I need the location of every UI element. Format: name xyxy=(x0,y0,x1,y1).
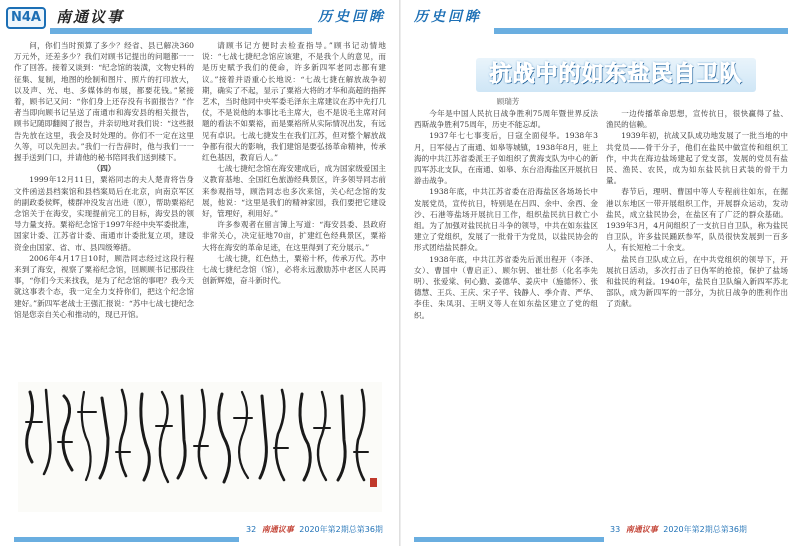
paragraph: 1939年初，抗战又队成功地发展了一批当地的中共党员——骨干分子，他们在盐民中做宣传和组织工作，中共在海边盐场建起了党支部，发展的党员有盐民、渔民、农民，成为如东盐民抗日武装的骨干力量。 xyxy=(606,131,788,186)
right-page-footer xyxy=(610,524,747,536)
left-header-rule xyxy=(50,28,312,34)
n4a-logo: N4A xyxy=(6,7,46,29)
section-number: （四） xyxy=(92,164,116,174)
page-gutter xyxy=(399,0,401,546)
paragraph: 2006年4月17日10时，顾浩同志经过这段行程来到了海安，视察了粟裕纪念馆，回顾顾书记那段往事，“你们今天来找我，是为了纪念馆的事吧？我今天就这事表个态，我一定全力支持你们，把这个纪念馆建好。”新四军老战士王强汇报说：“苏中七战七捷纪念馆是您亲自关心和推动的，现已开馆。 xyxy=(14,253,194,319)
article-title: 抗战中的如东盐民自卫队 xyxy=(489,62,743,87)
paragraph: 请顾书记方便时去检查指导。”顾书记动情地说：“七战七捷纪念馆应该建，不是我个人的意见，而是历史赋予我们的使命，许多新四军老同志都有建议。”接着并语重心长地说：“七战七捷在解放战争初期，确实了不起，显示了粟裕大将的才华和高超的指挥艺术，当时他同中央军委毛泽东主席建议在苏中先打几仗，不是说他的本事比毛主席大，也不是说毛主席对问题的看法不如粟裕，而是粟裕所从实际情况出发，有远见有卓识。七战七捷发生在我们江苏，但对整个解放战争都有很大的影响，我们建馆是要弘扬革命精神，传承红色基因，教育后人。” xyxy=(202,41,386,163)
paragraph: 一边传播革命思想，宣传抗日，很快赢得了盐、渔民的信赖。 xyxy=(606,109,788,130)
left-footer-rule xyxy=(14,537,239,542)
paragraph: 问，你们当时预算了多少？经省、县已解决360万元外，还差多少？我们对顾书记提出的问题都一一作了回答。接着又谈到：“纪念馆的装潢，文物史料的征集、复制，地图的绘制和图片、照片的打印放大，以及声、光、电、多媒体的布展，都要花钱。”紧接着，顾书记又问：“你们身上还存没有书面报告？”作者当即向顾书记呈送了南通市和海安县的相关报告，顾书记随即翻阅了报告，并亲切地对我们说：“这些报告先放在这里，我会及时处理的。你们不一定在这里久等，可以先回去。”我们一行告辞时，他与我们一一握手送到门口，并请他的秘书陪同我们送到楼下。 xyxy=(14,41,194,163)
left-article-column-2 xyxy=(202,40,386,376)
paragraph: 七战七捷纪念馆在海安建成后，成为国家级爱国主义教育基地、全国红色旅游经典景区，许多领导同志前来参观指导，顾浩同志也多次来馆，关心纪念馆的发展，他说：“这里是我们的精神家园，我们要把它建设好，管理好，利用好。” xyxy=(202,164,386,219)
paragraph: 今年是中国人民抗日战争胜利75周年暨世界反法西斯战争胜利75周年，历史不能忘却。 xyxy=(414,109,598,130)
magazine-name: 南通议事 xyxy=(625,525,658,534)
paragraph: 春节后，理明、曹国中等人专程前往如东，在掘港以东地区一带开展组织工作，开展群众运动，发动盐民，成立盐民协会，在盐区有了广泛的群众基础。1939年3月，4月间组织了一支抗日自卫队，称为盐民自卫队，许多盐民踊跃参军，队员很快发展到一百多人，有长短枪二十余支。 xyxy=(606,187,788,253)
paragraph: 1999年12月11日，粟裕同志的夫人楚青将告身文件函送县档案馆和县档案局后在北京，向南京军区的副政委侯辉，楼群冲没发言出进（原），帮助粟裕纪念馆关于在海安，实现提前完工的目标，海安县的领导力量支持。粟裕纪念馆于1997年经中央军委批准，国家计委、江苏省计委、南通市计委批复立项，建设资金由国家、省、市、县四级筹措。 xyxy=(14,175,194,252)
issue-info: 2020年第2期总第36期 xyxy=(663,525,747,534)
issue-info: 2020年第2期总第36期 xyxy=(299,525,383,534)
paragraph: 1938年底，中共江苏省委在沿海盐区各场场长中发展党员，宣传抗日，特别是在吕四、余中、余西、金沙、石港等盐场开展抗日工作，组织盐民抗日救亡小组。为了加强对盐民抗日斗争的领导，中共在如东盐区建立了党组织，发展了一批骨干为党员，以盐民协会的形式团结盐民群众。 xyxy=(414,187,598,253)
right-article-column-1 xyxy=(414,108,598,516)
calligraphy-artwork-image xyxy=(18,382,382,512)
paragraph: 1937年七七事变后，日寇全面侵华。1938年3月，日军侵占了南通、如皋等城镇，1938年8月，驻上海的中共江苏省委派王子如组织了黄海支队为中心的新四军苏北支队，在南通、如皋、东台沿海盐区开展抗日游击战争。 xyxy=(414,131,598,186)
paragraph: 盐民自卫队成立后，在中共党组织的领导下，开展抗日活动，多次打击了日伪军的抢掠，保护了盐场和盐民的利益。1940年，盐民自卫队编入新四军苏北部队，成为新四军的一部分，为抗日战争的胜利作出了贡献。 xyxy=(606,254,788,309)
left-article-column-1 xyxy=(14,40,194,376)
left-page-footer xyxy=(246,524,383,536)
left-section-tag: 历史回眸 xyxy=(318,9,386,25)
right-footer-rule xyxy=(414,537,604,542)
page-number: 33 xyxy=(610,525,621,534)
magazine-column-title: 南通议事 xyxy=(56,8,125,26)
paragraph: 1938年底，中共江苏省委先后派出程开（李泽、女）、曹国中（曹启正）、顾尔钥、崔壮彭（化名李先明）、张爱棠、何心勤、姜德华、姜庆中（施德怀）、张德慧、王兵、王庆、宋子平、钱静人、季介青、严华、李佳、朱凤羽、王明义等人在如东盐区建立了党的组织。 xyxy=(414,254,598,320)
paragraph: 七战七捷，红色热土，粟裕十杯，传承万代。苏中七战七捷纪念馆（馆），必将永远激励苏中老区人民再创新辉煌，奋斗新时代。 xyxy=(202,253,386,286)
right-article-column-2 xyxy=(606,108,788,516)
right-header-rule xyxy=(494,28,788,34)
magazine-name: 南通议事 xyxy=(261,525,294,534)
right-section-tag: 历史回眸 xyxy=(414,9,482,25)
page-number: 32 xyxy=(246,525,257,534)
paragraph: 许多参观者在留言簿上写道：“海安县委、县政府非常关心，决定征地70亩，扩建红色经典景区，粟裕大将在海安的革命足迹，在这里得到了充分展示。” xyxy=(202,220,386,252)
article-author: 顾瑞芳 xyxy=(496,97,520,106)
